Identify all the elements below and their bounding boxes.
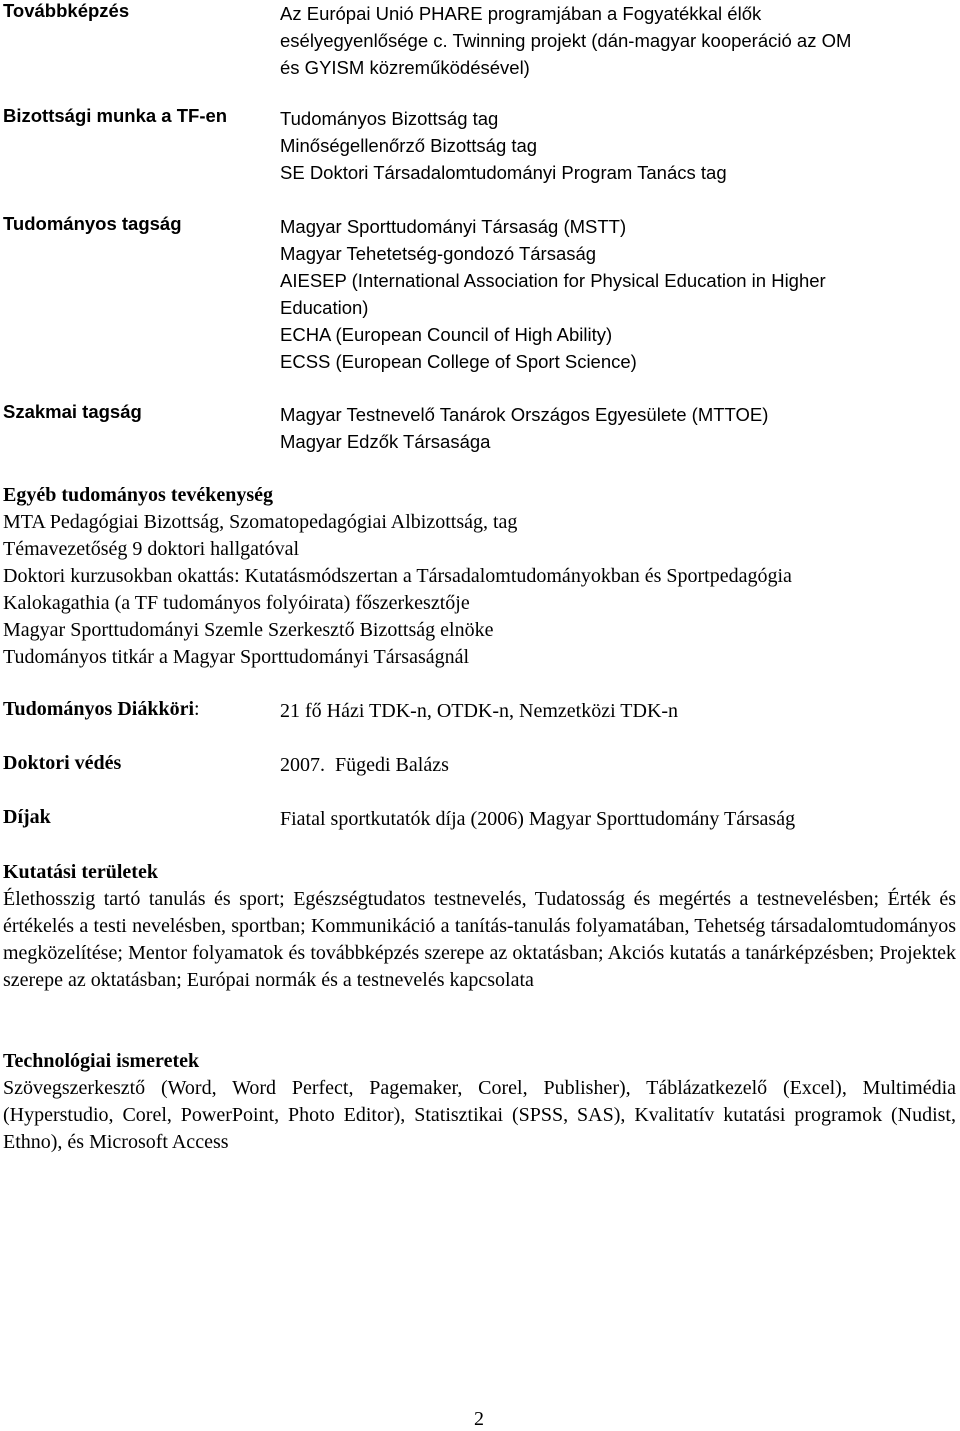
line: Education) — [280, 297, 369, 318]
line: Kalokagathia (a TF tudományos folyóirata) főszerkesztője — [3, 592, 470, 614]
label-tdk-bold: Tudományos Diákköri — [3, 698, 194, 720]
label-dijak: Díjak — [3, 806, 51, 828]
line: Magyar Edzők Társasága — [280, 431, 491, 452]
line: Doktori kurzusokban okattás: Kutatásmódszertan a Társadalomtudományokban és Sportpedagógia — [3, 565, 792, 587]
paragraph-technologiai: Szövegszerkesztő (Word, Word Perfect, Pagemaker, Corel, Publisher), Táblázatkezelő (Excel), Multimédia (Hyperstudio, Corel, PowerPoint, Photo Editor), Statisztikai (SPSS, SAS), Kvalitatív kutatási programok (Nudist, Ethno), és Microsoft Access — [3, 1077, 956, 1153]
line: ECSS (European College of Sport Science) — [280, 351, 637, 372]
line: 2007. Fügedi Balázs — [280, 754, 449, 776]
label-szakmai-tagsag: Szakmai tagság — [3, 401, 142, 422]
section-kutatasi — [3, 859, 956, 994]
heading-kutatasi: Kutatási területek — [3, 861, 158, 883]
value-tovabbkepzes — [280, 0, 960, 81]
label-bizottsagi: Bizottsági munka a TF-en — [3, 105, 228, 126]
label-doktori: Doktori védés — [3, 752, 122, 774]
value-tudomanyos-tagsag — [280, 213, 960, 375]
heading-egyeb: Egyéb tudományos tevékenység — [3, 484, 274, 506]
line: Az Európai Unió PHARE programjában a Fogyatékkal élők — [280, 3, 762, 24]
line: Tudományos Bizottság tag — [280, 108, 499, 129]
line: Témavezetőség 9 doktori hallgatóval — [3, 538, 300, 560]
section-technologiai — [3, 1048, 956, 1156]
label-tovabbkepzes: Továbbképzés — [3, 0, 130, 21]
line: és GYISM közreműködésével) — [280, 57, 530, 78]
line: Minőségellenőrző Bizottság tag — [280, 135, 538, 156]
value-tdk — [280, 698, 960, 725]
value-szakmai-tagsag — [280, 401, 960, 455]
line: Fiatal sportkutatók díja (2006) Magyar Sporttudomány Társaság — [280, 808, 796, 830]
section-egyeb — [3, 482, 956, 671]
line: Magyar Sporttudományi Szemle Szerkesztő Bizottság elnöke — [3, 619, 494, 641]
value-dijak — [280, 806, 960, 833]
heading-technologiai: Technológiai ismeretek — [3, 1050, 200, 1072]
label-tdk-colon: : — [194, 698, 200, 720]
line: MTA Pedagógiai Bizottság, Szomatopedagógiai Albizottság, tag — [3, 511, 518, 533]
line: ECHA (European Council of High Ability) — [280, 324, 613, 345]
line: esélyegyenlősége c. Twinning projekt (dán-magyar kooperáció az OM — [280, 30, 852, 51]
line: Tudományos titkár a Magyar Sporttudományi Társaságnál — [3, 646, 470, 668]
line: Magyar Testnevelő Tanárok Országos Egyesülete (MTTOE) — [280, 404, 769, 425]
paragraph-kutatasi: Élethosszig tartó tanulás és sport; Egészségtudatos testnevelés, Tudatosság és megértés a testnevelésben; Érték és értékelés a testi nevelésben, sportban; Kommunikáció a tanítás-tanulás folyamatában, Tehetség társadalomtudományos megközelítése; Mentor folyamatok és továbbképzés szerepe az oktatásban; Akciós kutatás a tanárképzésben; Projektek szerepe az oktatásban; Európai normák és a testnevelés kapcsolata — [3, 888, 956, 991]
value-doktori — [280, 752, 960, 779]
line: Magyar Sporttudományi Társaság (MSTT) — [280, 216, 627, 237]
line: SE Doktori Társadalomtudományi Program Tanács tag — [280, 162, 727, 183]
line: 21 fő Házi TDK-n, OTDK-n, Nemzetközi TDK-n — [280, 700, 679, 722]
label-tudomanyos-tagsag: Tudományos tagság — [3, 213, 182, 234]
page-number: 2 — [474, 1408, 484, 1430]
value-bizottsagi — [280, 105, 960, 186]
line: AIESEP (International Association for Physical Education in Higher — [280, 270, 826, 291]
label-tdk — [3, 698, 200, 721]
line: Magyar Tehetetség-gondozó Társaság — [280, 243, 597, 264]
